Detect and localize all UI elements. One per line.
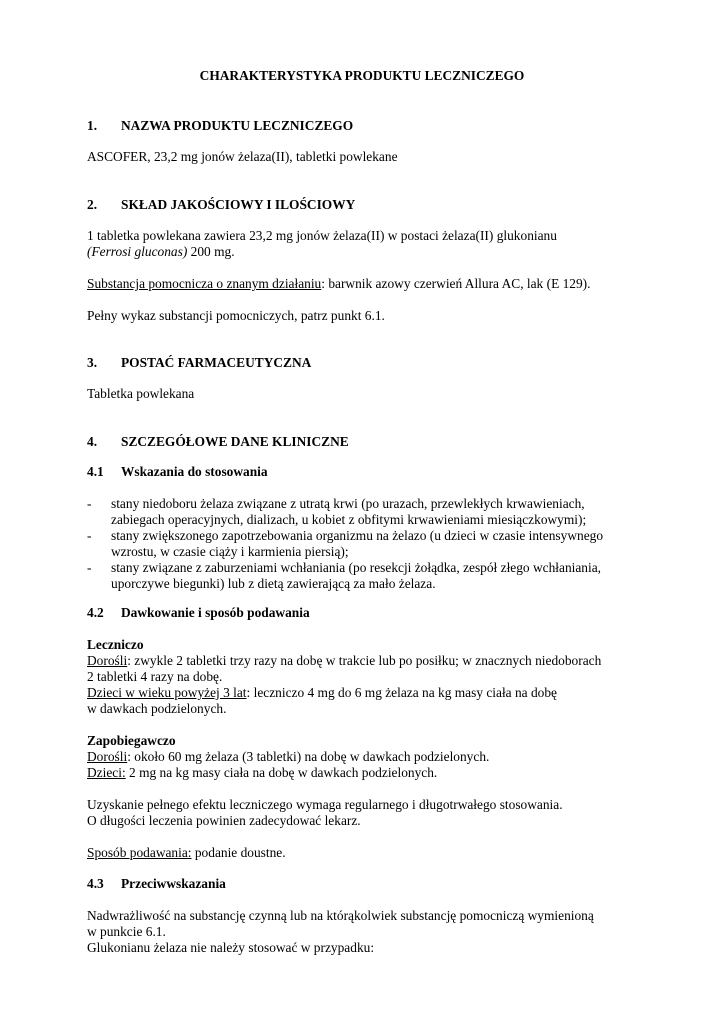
children-dosage-line-2: w dawkach podzielonych. — [87, 701, 227, 716]
preventive-children-label: Dzieci: — [87, 765, 126, 780]
excipient-label: Substancja pomocnicza o znanym działaniu — [87, 276, 322, 291]
excipient-line — [87, 276, 590, 292]
list-item-line-1: stany zwiększonego zapotrzebowania organizmu na żelazo (u dzieci w czasie intensywnego — [111, 528, 604, 543]
section-number: 4. — [87, 434, 98, 449]
product-name: ASCOFER, 23,2 mg jonów żelaza(II), tabletki powlekane — [87, 149, 398, 164]
document-title: CHARAKTERYSTYKA PRODUKTU LECZNICZEGO — [199, 68, 525, 83]
section-number: 1. — [87, 118, 98, 133]
composition-line-2 — [87, 244, 235, 260]
route-text: podanie doustne. — [191, 845, 286, 860]
section-title: SZCZEGÓŁOWE DANE KLINICZNE — [121, 434, 349, 449]
list-item-line-2: wzrostu, w czasie ciąży i karmienia piersią); — [111, 544, 349, 559]
list-item-line-1: stany niedoboru żelaza związane z utratą krwi (po urazach, przewlekłych krwawieniach, — [111, 496, 585, 511]
subsection-title: Dawkowanie i sposób podawania — [121, 605, 310, 620]
subsection-number: 4.2 — [87, 605, 104, 620]
list-item-line-1: stany związane z zaburzeniami wchłaniania (po resekcji żołądka, zespół złego wchłaniania, — [111, 560, 602, 575]
section-title: SKŁAD JAKOŚCIOWY I ILOŚCIOWY — [121, 197, 356, 212]
section-1-heading — [87, 118, 353, 134]
section-3-heading — [87, 355, 311, 371]
list-item — [87, 496, 586, 528]
adults-dosage-line-2: 2 tabletki 4 razy na dobę. — [87, 669, 223, 684]
section-title: POSTAĆ FARMACEUTYCZNA — [121, 355, 312, 370]
subsection-title: Przeciwwskazania — [121, 876, 226, 891]
subsection-4-3-heading — [87, 876, 226, 892]
children-dosage-line-1 — [87, 685, 557, 701]
list-item — [87, 528, 603, 560]
children-text: : leczniczo 4 mg do 6 mg żelaza na kg masy ciała na dobę — [246, 685, 557, 700]
adults-dosage-line-1 — [87, 653, 601, 669]
latin-name: (Ferrosi gluconas) — [87, 244, 188, 259]
effect-line-1: Uzyskanie pełnego efektu leczniczego wymaga regularnego i długotrwałego stosowania. — [87, 797, 563, 812]
section-4-heading — [87, 434, 349, 450]
amount: 200 mg. — [187, 244, 235, 259]
section-number: 3. — [87, 355, 98, 370]
dash-bullet: - — [87, 496, 92, 511]
subsection-4-2-heading — [87, 605, 310, 621]
section-2-heading — [87, 197, 355, 213]
adults-label: Dorośli — [87, 653, 128, 668]
subsection-number: 4.1 — [87, 464, 104, 479]
list-item-line-2: zabiegach operacyjnych, dializach, u kobiet z obfitymi krwawieniami miesiączkowymi); — [111, 512, 587, 527]
contraindication-line-2: w punkcie 6.1. — [87, 924, 166, 939]
full-excipient-list: Pełny wykaz substancji pomocniczych, patrz punkt 6.1. — [87, 308, 385, 323]
therapeutic-label: Leczniczo — [87, 637, 144, 652]
effect-line-2: O długości leczenia powinien zadecydować lekarz. — [87, 813, 361, 828]
section-title: NAZWA PRODUKTU LECZNICZEGO — [121, 118, 354, 133]
pharmaceutical-form: Tabletka powlekana — [87, 386, 195, 401]
contraindication-line-1: Nadwrażliwość na substancję czynną lub na którąkolwiek substancję pomocniczą wymienioną — [87, 908, 594, 923]
subsection-4-1-heading — [87, 464, 268, 480]
dash-bullet: - — [87, 560, 92, 575]
preventive-adults-text: : około 60 mg żelaza (3 tabletki) na dobę w dawkach podzielonych. — [127, 749, 490, 764]
dash-bullet: - — [87, 528, 92, 543]
section-number: 2. — [87, 197, 98, 212]
list-item — [87, 560, 601, 592]
excipient-text: : barwnik azowy czerwień Allura AC, lak (E 129). — [321, 276, 591, 291]
subsection-number: 4.3 — [87, 876, 104, 891]
preventive-adults-line — [87, 749, 489, 765]
composition-line-1: 1 tabletka powlekana zawiera 23,2 mg jonów żelaza(II) w postaci żelaza(II) glukonianu — [87, 228, 557, 243]
route-line — [87, 845, 286, 861]
children-label: Dzieci w wieku powyżej 3 lat — [87, 685, 247, 700]
subsection-title: Wskazania do stosowania — [121, 464, 268, 479]
preventive-children-text: 2 mg na kg masy ciała na dobę w dawkach podzielonych. — [125, 765, 438, 780]
preventive-adults-label: Dorośli — [87, 749, 128, 764]
preventive-label: Zapobiegawczo — [87, 733, 176, 748]
route-label: Sposób podawania: — [87, 845, 192, 860]
list-item-line-2: uporczywe biegunki) lub z dietą zawierającą za mało żelaza. — [111, 576, 436, 591]
adults-text: : zwykle 2 tabletki trzy razy na dobę w trakcie lub po posiłku; w znacznych niedoborach — [127, 653, 602, 668]
contraindication-line-3: Glukonianu żelaza nie należy stosować w przypadku: — [87, 940, 375, 955]
preventive-children-line — [87, 765, 437, 781]
